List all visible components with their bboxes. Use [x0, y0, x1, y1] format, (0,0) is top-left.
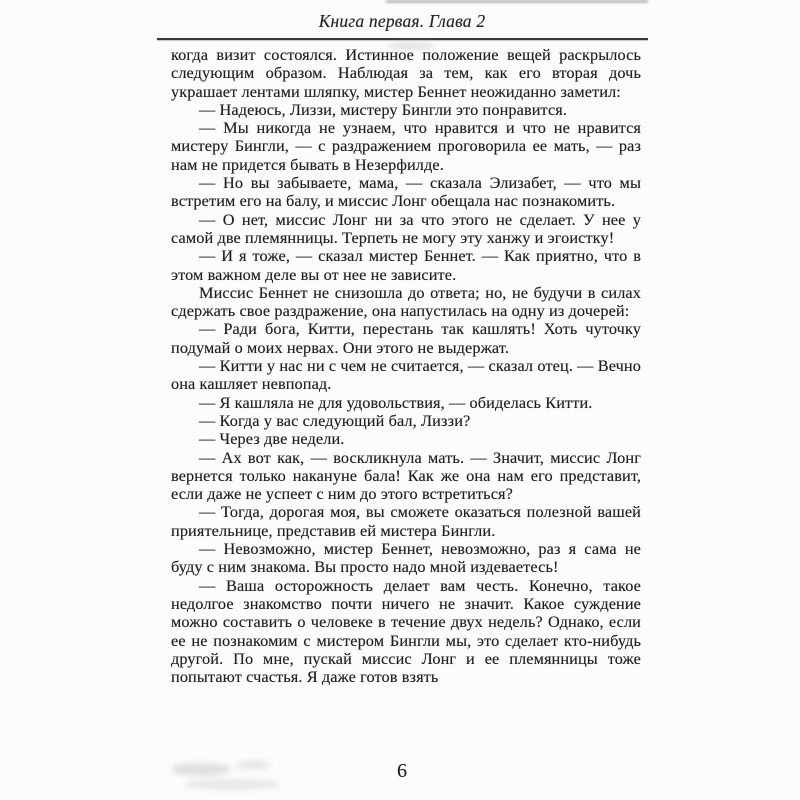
paragraph: — Я кашляла не для удовольствия, — обиделась Китти. [199, 392, 593, 412]
paragraph: — И я тоже, — сказал мистер Беннет. — Как приятно, что в этом важном деле вы от нее не зависите. [171, 246, 641, 284]
paragraph: — О нет, миссис Лонг ни за что этого не сделает. У нее у самой две племянницы. Терпеть не могу эту ханжу и эгоистку! [171, 209, 641, 247]
paragraph: — Но вы забываете, мама, — сказала Элизабет, — что мы встретим его на балу, и миссис Лонг обещала нас познакомить. [171, 173, 641, 211]
paragraph: — Когда у вас следующий бал, Лиззи? [199, 410, 471, 430]
paragraph: — Тогда, дорогая моя, вы сможете оказаться полезной вашей приятельнице, представив ей мистера Бингли. [171, 502, 641, 540]
paragraph: когда визит состоялся. Истинное положение вещей раскрылось следующим образом. Наблюдая за тем, как его вторая дочь украшает лентами шляпку, мистер Беннет неожиданно заметил: [171, 45, 641, 101]
paragraph: — Ах вот как, — воскликнула мать. — Значит, миссис Лонг вернется только накануне бала! Как же она нам его представит, если даже не успеет с ним до этого встретиться? [171, 447, 641, 504]
header-rule [157, 38, 648, 40]
paragraph: — Через две недели. [199, 429, 345, 449]
body-text [171, 46, 641, 686]
paragraph: — Ваша осторожность делает вам честь. Конечно, такое недолгое знакомство почти ничего не значит. Какое суждение можно составить о человеке в течение двух недель? Однако, если ее не познакомим с мистером Бингли мы, это сделает кто-нибудь другой. По мне, пускай миссис Лонг и ее племянницы тоже попытают счастья. Я даже готов взять [171, 575, 641, 687]
paragraph: — Ради бога, Китти, перестань так кашлять! Хоть чуточку подумай о моих нервах. Они этого не выдержат. [171, 319, 641, 357]
scan-edge-artifact [386, 0, 648, 3]
paragraph: — Китти у нас ни с чем не считается, — сказал отец. — Вечно она кашляет невпопад. [171, 356, 641, 394]
paragraph: — Надеюсь, Лиззи, мистеру Бингли это понравится. [199, 99, 568, 119]
paragraph: Миссис Беннет не снизошла до ответа; но, не будучи в силах сдержать свое раздражение, она напустилась на одну из дочерей: [171, 282, 641, 321]
paragraph: — Невозможно, мистер Беннет, невозможно, раз я сама не буду с ним знакома. Вы просто надо мной издеваетесь! [171, 539, 641, 577]
page-number: 6 [397, 760, 407, 782]
paragraph: — Мы никогда не узнаем, что нравится и что не нравится мистеру Бингли, — с раздражением проговорила ее мать, — раз нам не придется бывать в Незерфилде. [171, 118, 641, 174]
running-header: Книга первая. Глава 2 [318, 11, 486, 31]
